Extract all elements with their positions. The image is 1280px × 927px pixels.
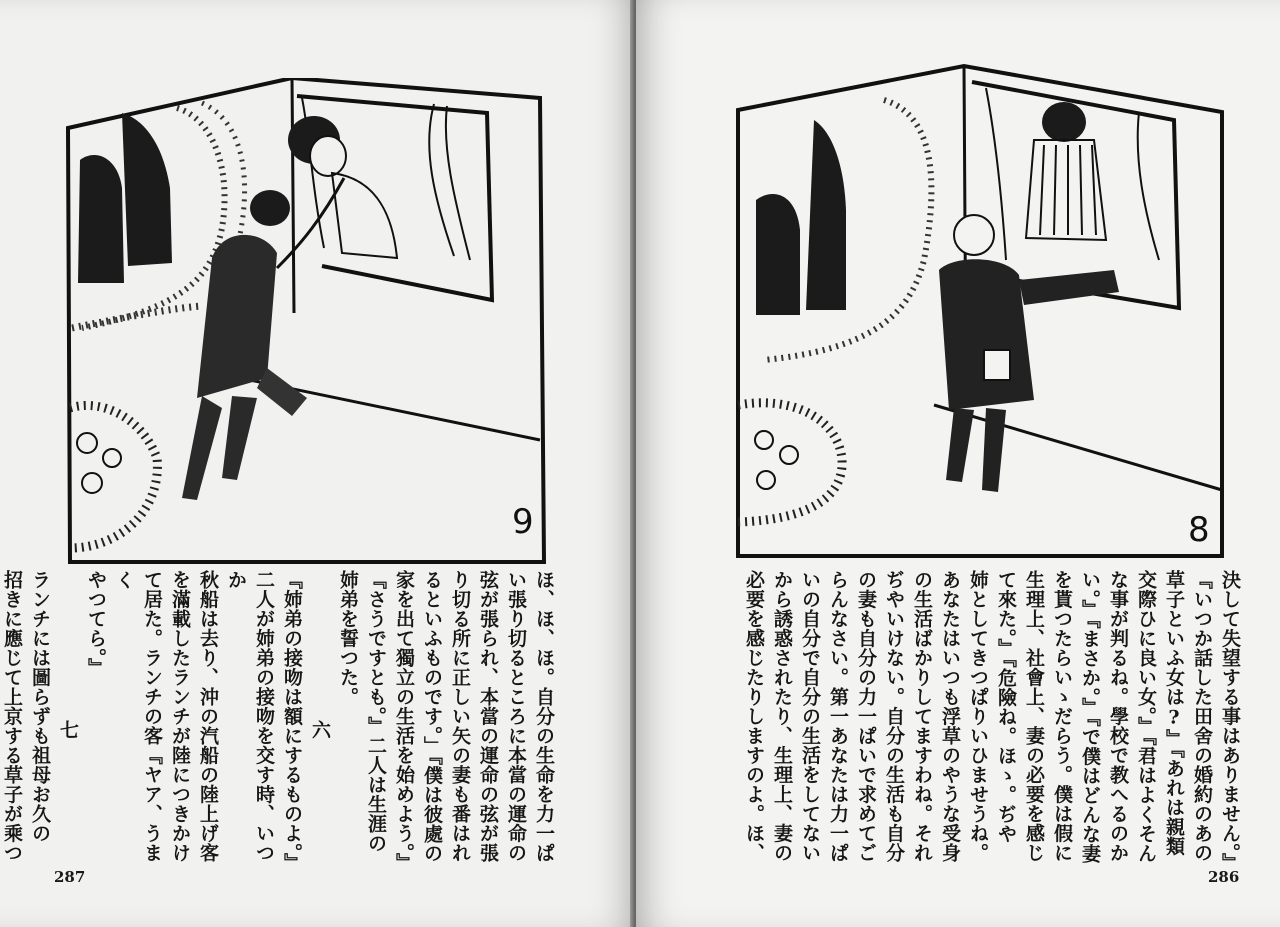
text-line: らんなさい。第一あなたは力一ぱ [827,570,849,863]
text-line: いの自分で自分の生活をしてない [799,570,821,863]
page-number: 287 [54,868,86,886]
panel-number: 9 [512,502,534,542]
text-line: ほ、ほ、ほ。自分の生命を力一ぱ [533,570,555,863]
chapter-heading: 六 [309,720,331,740]
text-line: り切る所に正しい矢の妻も番はれ [449,570,471,863]
text-line: ランチには圖らずも祖母お久の [29,570,51,843]
text-line: 草子といふ女は?』『あれは親類 [1163,570,1185,856]
text-line: 『いつか話した田舍の婚約のあの [1191,570,1213,863]
left-page-text [1,570,558,873]
text-line: い。』『まさか。』『で僕はどんな妻 [1079,570,1101,864]
text-line: 決して失望する事はありません。』 [1219,570,1241,873]
text-line: やつてら。』 [85,570,107,678]
panel-8-illustration [734,60,1224,560]
text-line: 必要を感じたりしますのよ。ほ、 [743,570,765,863]
text-line: の妻も自分の力一ぱいで求めてご [855,570,877,863]
text-line: 交際ひに良い女。』『君はよくそん [1135,570,1157,863]
text-line: 生理上、社會上、妻の必要を感じ [1023,570,1045,863]
text-line: を滿載したランチが陸につきかけ [169,570,191,863]
text-line: 秋船は去り、沖の汽船の陸上げ客 [197,570,219,863]
text-line: ぢやいけない。自分の生活も自分 [883,570,905,863]
panel-9-illustration [62,78,552,570]
text-line: 弦が張られ、本當の運命の弦が張 [477,570,499,863]
chapter-heading: 七 [57,720,79,740]
text-line: て居た。ランチの客『ヤア、うまく [113,570,163,863]
text-line: 招きに應じて上京する草子が乘つ [1,570,23,863]
text-line: 姉弟を誓つた。 [337,570,359,707]
text-line: を貰つたらいゝだらう。僕は假に [1051,570,1073,863]
right-page-text [724,570,1244,873]
text-line: な事が判るね。學校で教へるのか [1107,570,1129,863]
text-line: て來た。』『危險ね。ほゝ。ぢや [995,570,1017,844]
text-line: い張り切るところに本當の運命の [505,570,527,863]
text-line: 二人が姉弟の接吻を交す時、いつか [225,570,275,863]
panel-number: 8 [1188,510,1210,550]
text-line: るといふものです。」『僕は彼處の [421,570,443,863]
left-page [0,0,636,927]
text-line: あなたはいつも浮草のやうな受身 [939,570,961,863]
text-line: の生活ばかりしてますわね。それ [911,570,933,863]
text-line: から誘惑されたり、生理上、妻の [771,570,793,863]
right-page [636,0,1280,927]
text-line: 『姉弟の接吻は額にするものよ。』 [281,570,303,873]
text-line: 家を出て獨立の生活を始めよう。』 [393,570,415,873]
text-line: 姉としてきつぱりいひませうね。 [967,570,989,863]
page-number: 286 [1208,868,1240,886]
text-line: 『さうですとも。』二人は生涯の [365,570,387,853]
